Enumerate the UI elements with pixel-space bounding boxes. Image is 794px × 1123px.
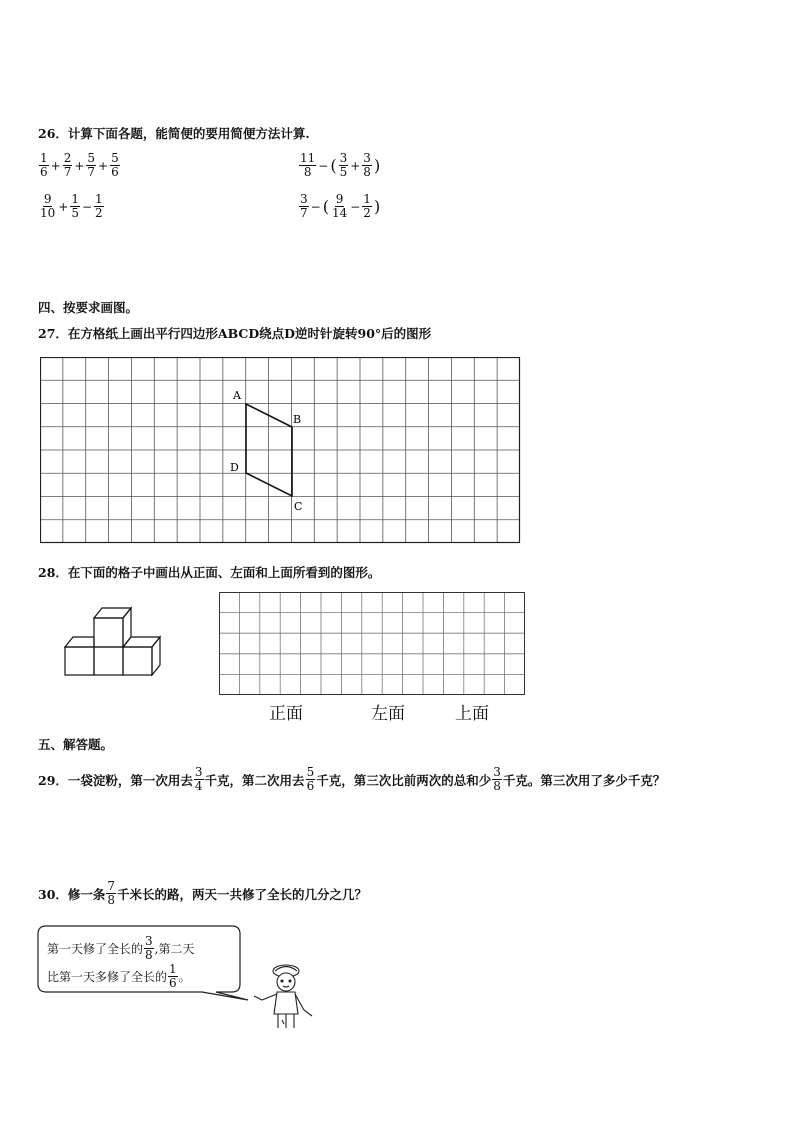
boy-illustration: [244, 962, 318, 1032]
fraction: $\frac{1}{2}$: [363, 192, 371, 220]
q26-expr-2: $\frac{11}{8}$ − ( $\frac{3}{5}$ + $\frac{3}{8}$ ): [300, 151, 381, 179]
q27-grid: [40, 357, 522, 545]
q26-expr-4: $\frac{3}{7}$ − ( $\frac{9}{14}$ − $\frac{1}{2}$ ): [300, 192, 381, 220]
vertex-label-b: B: [293, 413, 302, 426]
fraction: $\frac{9}{14}$: [331, 192, 348, 220]
fraction: $\frac{5}{6}$: [111, 151, 119, 179]
fraction: $\frac{3}{4}$: [194, 765, 203, 793]
fraction: $\frac{1}{6}$: [169, 962, 177, 990]
view-label-front: 正面: [269, 704, 303, 724]
q27-title: 27．在方格纸上画出平行四边形ABCD绕点D逆时针旋转90°后的图形: [38, 326, 432, 341]
vertex-label-d: D: [230, 461, 239, 474]
q26-expr-3: $\frac{9}{10}$ + $\frac{1}{5}$ − $\frac{1}{2}$: [40, 192, 103, 220]
fraction: $\frac{3}{7}$: [300, 192, 308, 220]
fraction: $\frac{5}{7}$: [87, 151, 96, 179]
view-label-top: 上面: [455, 704, 489, 724]
fraction: $\frac{7}{8}$: [107, 879, 116, 907]
view-label-left: 左面: [371, 704, 405, 724]
vertex-label-c: C: [294, 500, 303, 513]
bubble-line-2: 比第一天多修了全长的 $\frac{1}{6}$ 。: [47, 962, 191, 990]
q30-text: 30．修一条 $\frac{7}{8}$ 千米长的路，两天一共修了全长的几分之几？: [38, 879, 368, 907]
fraction: $\frac{1}{6}$: [40, 151, 48, 179]
fraction: $\frac{9}{10}$: [40, 192, 56, 220]
q29-text: 29．一袋淀粉，第一次用去 $\frac{3}{4}$ 千克，第二次用去 $\frac{5}{6}$ 千克，第三次比前两次的总和少 $\frac{3}{8}$ 千克。第三次用了多少千克？: [38, 765, 666, 793]
q28-title: 28．在下面的格子中画出从正面、左面和上面所看到的图形。: [38, 565, 381, 580]
fraction: $\frac{1}{5}$: [71, 192, 79, 220]
fraction: $\frac{11}{8}$: [300, 151, 316, 179]
bubble-line-1: 第一天修了全长的 $\frac{3}{8}$ ,第二天: [47, 934, 195, 962]
fraction: $\frac{3}{8}$: [145, 934, 153, 962]
fraction: $\frac{3}{8}$: [363, 151, 371, 179]
q26-title: 26．计算下面各题，能简便的要用简便方法计算.: [38, 126, 310, 141]
q26-expr-1: $\frac{1}{6}$ + $\frac{2}{7}$ + $\frac{5}{7}$ + $\frac{5}{6}$: [40, 151, 119, 179]
fraction: $\frac{5}{6}$: [306, 765, 315, 793]
fraction: $\frac{3}{5}$: [339, 151, 348, 179]
section-4-heading: 四、按要求画图。: [38, 300, 139, 315]
fraction: $\frac{3}{8}$: [493, 765, 501, 793]
cube-stack-figure: [62, 604, 164, 678]
fraction: $\frac{2}{7}$: [63, 151, 72, 179]
section-5-heading: 五、解答题。: [38, 737, 114, 752]
vertex-label-a: A: [233, 389, 241, 402]
fraction: $\frac{1}{2}$: [95, 192, 103, 220]
q28-grid: [219, 592, 525, 696]
